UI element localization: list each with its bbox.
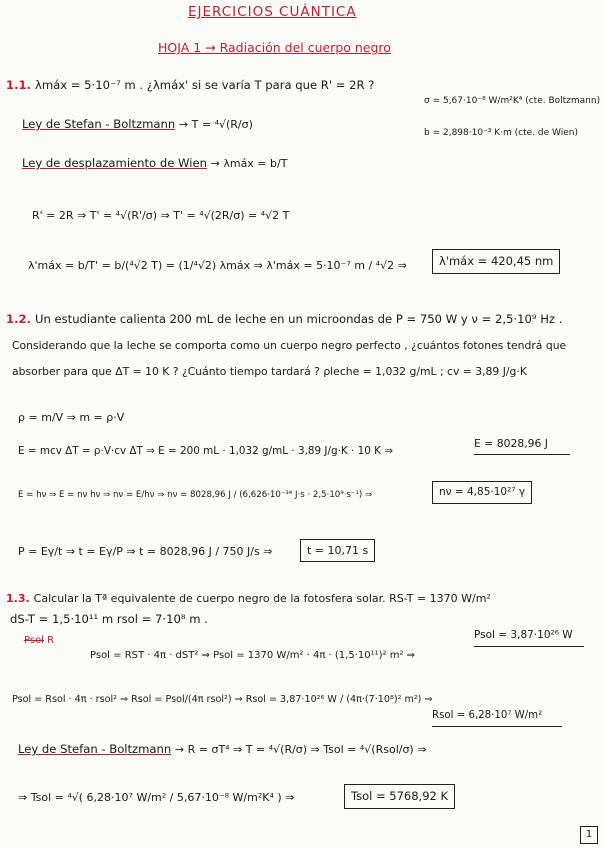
time-result-box: t = 10,71 s bbox=[300, 539, 375, 562]
equation-energy: E = mcv ΔT = ρ·V·cv ΔT ⇒ E = 200 mL · 1,032 g/mL · 3,89 J/g·K · 10 K ⇒ bbox=[18, 445, 393, 457]
equation-temperature: ⇒ Tsol = ⁴√( 6,28·10⁷ W/m² / 5,67·10⁻⁸ W/m²K⁴ ) ⇒ bbox=[18, 791, 295, 804]
law-formula: → λmáx = b/T bbox=[210, 157, 288, 170]
exercise-number: 1.3. bbox=[6, 592, 30, 605]
underline bbox=[474, 646, 584, 647]
statement-text: λmáx = 5·10⁻⁷ m . ¿λmáx' si se varía T para que R' = 2R ? bbox=[34, 78, 375, 92]
constant-b: b = 2,898·10⁻³ K·m (cte. de Wien) bbox=[424, 128, 578, 138]
derivation-step-1: R' = 2R ⇒ T' = ⁴√(R'/σ) ⇒ T' = ⁴√(2R/σ) = ⁴√2 T bbox=[32, 209, 290, 222]
exercise-1-2-line-1 bbox=[6, 312, 562, 327]
temperature-result-box: Tsol = 5768,92 K bbox=[344, 784, 455, 809]
equation-solar-radiance: Psol = Rsol · 4π · rsol² ⇒ Rsol = Psol/(4π rsol²) ⇒ Rsol = 3,87·10²⁶ W / (4π·(7·10⁸)² m²) ⇒ bbox=[12, 694, 433, 705]
exercise-1-2-line-2: Considerando que la leche se comporta como un cuerpo negro perfecto , ¿cuántos fotones tendrá que bbox=[12, 339, 567, 352]
law-name: Ley de desplazamiento de Wien bbox=[22, 156, 207, 170]
law-wien bbox=[22, 156, 287, 171]
solar-radiance-result: Rsol = 6,28·10⁷ W/m² bbox=[432, 710, 543, 721]
law-name: Ley de Stefan - Boltzmann bbox=[22, 117, 176, 131]
exercise-1-1-statement bbox=[6, 78, 374, 93]
law-formula: → T = ⁴√(R/σ) bbox=[178, 118, 253, 131]
statement-text: Calcular la Tª equivalente de cuerpo negro de la fotosfera solar. RS-T = 1370 W/m² bbox=[33, 592, 491, 605]
equation-time: P = Eγ/t ⇒ t = Eγ/P ⇒ t = 8028,96 J / 750 J/s ⇒ bbox=[18, 545, 273, 558]
result-box: λ'máx = 420,45 nm bbox=[432, 249, 560, 274]
equation-solar-power: Psol = RST · 4π · dST² ⇒ Psol = 1370 W/m² · 4π · (1,5·10¹¹)² m² ⇒ bbox=[90, 650, 416, 661]
exercise-number: 1.1. bbox=[6, 78, 31, 92]
energy-result: E = 8028,96 J bbox=[474, 437, 548, 450]
page-title: EJERCICIOS CUÁNTICA bbox=[188, 4, 357, 20]
photons-result-box: nν = 4,85·10²⁷ γ bbox=[432, 481, 532, 504]
exercise-number: 1.2. bbox=[6, 312, 31, 326]
sheet-subtitle: HOJA 1 → Radiación del cuerpo negro bbox=[158, 40, 391, 55]
crossed-out-note: Psol R bbox=[24, 635, 55, 646]
law-stefan-boltzmann-2 bbox=[18, 742, 426, 757]
underline bbox=[432, 726, 562, 727]
statement-text: Un estudiante calienta 200 mL de leche en un microondas de P = 750 W y ν = 2,5·10⁹ Hz . bbox=[34, 312, 563, 326]
equation-photons: E = hν ⇒ E = nν hν ⇒ nν = E/hν ⇒ nν = 8028,96 J / (6,626·10⁻³⁴ J·s · 2,5·10⁹ s⁻¹) ⇒ bbox=[18, 490, 373, 500]
law-name: Ley de Stefan - Boltzmann bbox=[18, 742, 172, 756]
solar-power-result: Psol = 3,87·10²⁶ W bbox=[474, 629, 573, 641]
law-stefan-boltzmann bbox=[22, 117, 253, 132]
page-number: 1 bbox=[580, 826, 598, 844]
underline bbox=[474, 454, 570, 455]
constant-sigma: σ = 5,67·10⁻⁸ W/m²K⁴ (cte. Boltzmann) bbox=[424, 96, 601, 106]
exercise-1-3-line-1 bbox=[6, 591, 491, 606]
equation-density: ρ = m/V ⇒ m = ρ·V bbox=[18, 411, 125, 424]
exercise-1-2-line-3: absorber para que ΔT = 10 K ? ¿Cuánto tiempo tardará ? ρleche = 1,032 g/mL ; cv = 3,89 J/g·K bbox=[12, 365, 527, 378]
derivation-step-2: λ'máx = b/T' = b/(⁴√2 T) = (1/⁴√2) λmáx ⇒ λ'máx = 5·10⁻⁷ m / ⁴√2 ⇒ bbox=[28, 259, 407, 272]
law-formula: → R = σT⁴ ⇒ T = ⁴√(R/σ) ⇒ Tsol = ⁴√(Rsol/σ) ⇒ bbox=[174, 743, 427, 756]
exercise-1-3-line-2: dS-T = 1,5·10¹¹ m rsol = 7·10⁸ m . bbox=[10, 612, 208, 626]
